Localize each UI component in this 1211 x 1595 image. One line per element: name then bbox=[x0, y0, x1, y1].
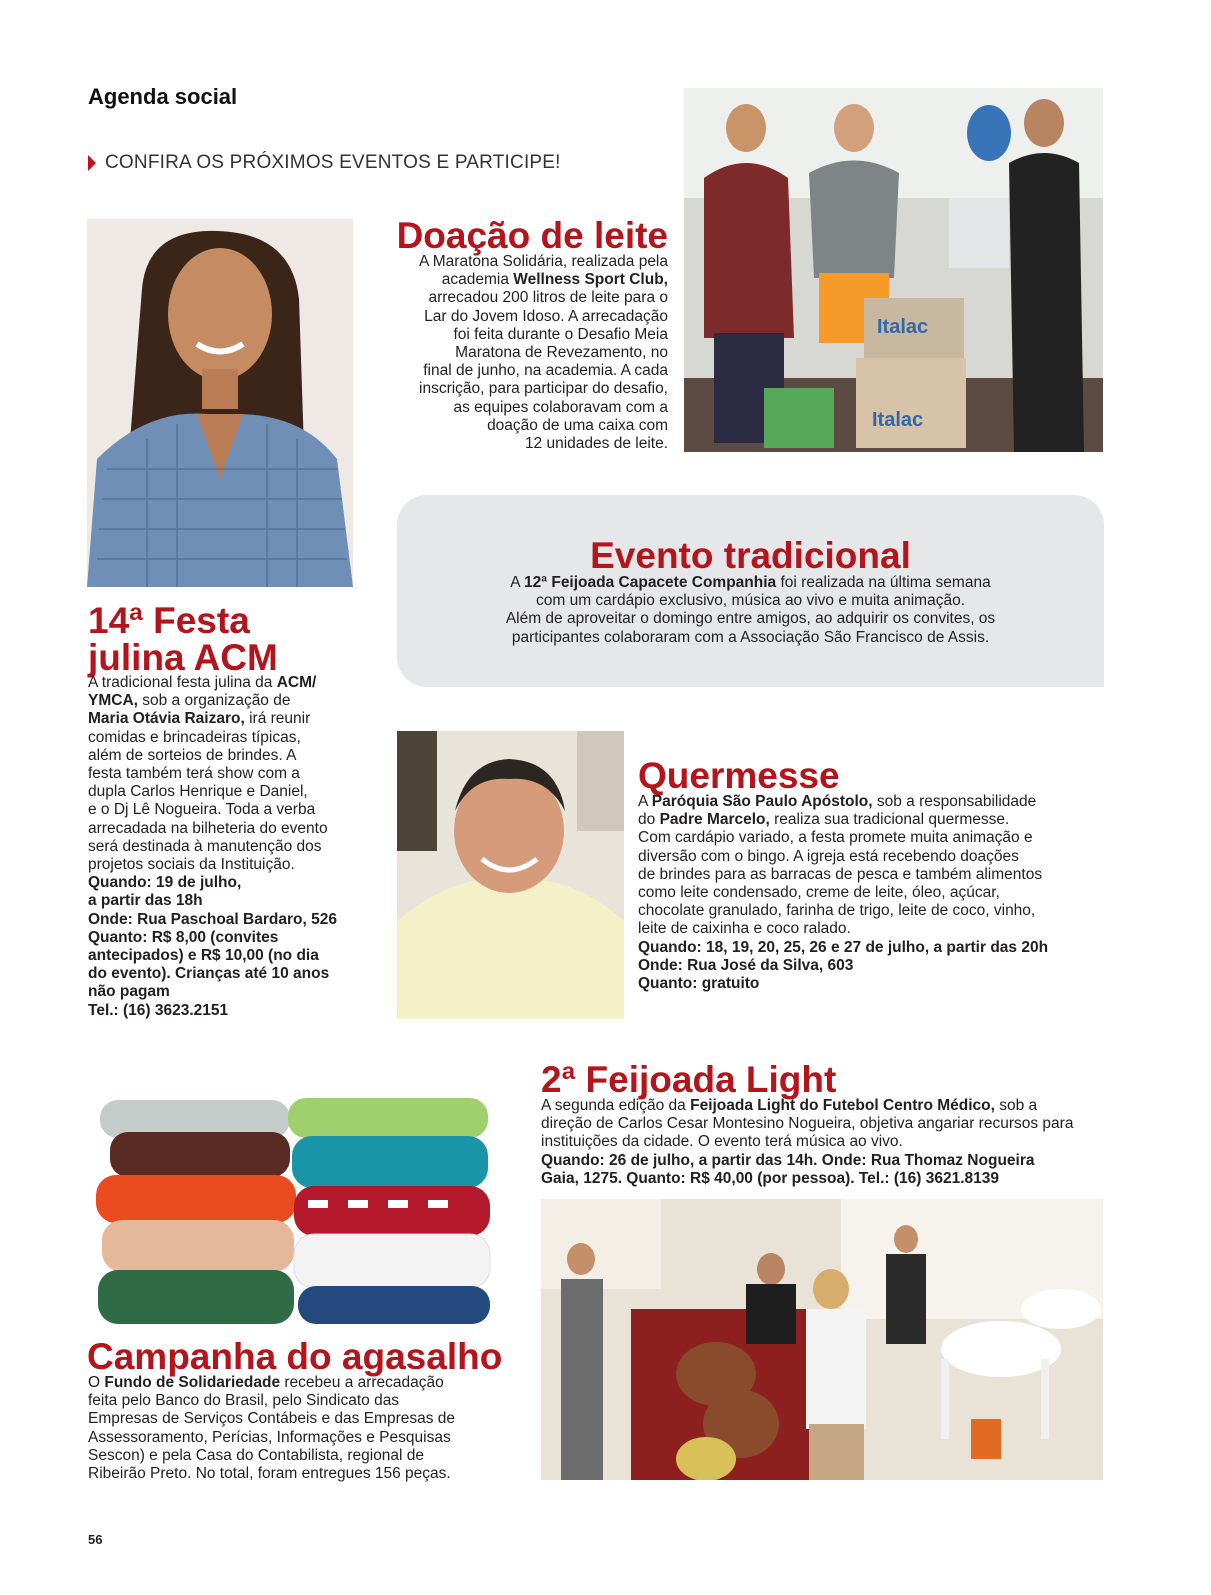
evento-line-1: A 12ª Feijoada Capacete Companhia foi realizada na última semana bbox=[510, 574, 991, 591]
feijoada-line-3: instituições da cidade. O evento terá música ao vivo. bbox=[541, 1133, 903, 1151]
photo-sweaters bbox=[88, 1080, 498, 1324]
festa-line-9: arrecadada na bilheteria do evento bbox=[88, 819, 328, 837]
page-number: 56 bbox=[88, 1532, 103, 1547]
doacao-line-1: A Maratona Solidária, realizada pela bbox=[418, 253, 668, 270]
quermesse-line-7: chocolate granulado, farinha de trigo, leite de coco, vinho, bbox=[638, 902, 1036, 920]
festa-price-1: Quanto: R$ 8,00 (convites bbox=[88, 928, 279, 946]
quermesse-line-5: de brindes para as barracas de pesca e também alimentos bbox=[638, 865, 1043, 883]
agasalho-line-4: Assessoramento, Perícias, Informações e Pesquisas bbox=[88, 1428, 451, 1446]
evento-body bbox=[397, 574, 1104, 647]
agasalho-line-1: O Fundo de Solidariedade recebeu a arrecadação bbox=[88, 1374, 444, 1391]
doacao-line-7: final de junho, na academia. A cada bbox=[423, 362, 668, 380]
kicker-text: CONFIRA OS PRÓXIMOS EVENTOS E PARTICIPE! bbox=[105, 152, 561, 173]
quermesse-price: Quanto: gratuito bbox=[638, 975, 760, 993]
photo-priest-illustration bbox=[397, 731, 624, 1019]
festa-title-line-2: julina ACM bbox=[88, 637, 278, 678]
quermesse-line-1: A Paróquia São Paulo Apóstolo, sob a responsabilidade bbox=[638, 793, 1037, 810]
festa-when: Quando: 19 de julho, bbox=[88, 874, 242, 892]
doacao-line-8: inscrição, para participar do desafio, bbox=[419, 380, 668, 398]
festa-phone: Tel.: (16) 3623.2151 bbox=[88, 1001, 229, 1019]
photo-donation-illustration bbox=[684, 88, 1103, 452]
photo-woman bbox=[87, 219, 353, 587]
festa-body bbox=[88, 674, 358, 1020]
doacao-title: Doação de leite bbox=[396, 215, 668, 256]
quermesse-line-4: diversão com o bingo. A igreja está recebendo doações bbox=[638, 847, 1019, 865]
quermesse-line-2: do Padre Marcelo, realiza sua tradicional quermesse. bbox=[638, 811, 1010, 829]
photo-woman-illustration bbox=[87, 219, 353, 587]
festa-line-6: festa também terá show com a bbox=[88, 765, 300, 783]
doacao-line-6: Maratona de Revezamento, no bbox=[455, 344, 668, 362]
doacao-line-11: 12 unidades de leite. bbox=[524, 435, 668, 453]
photo-priest bbox=[397, 731, 624, 1019]
festa-price-3: do evento). Crianças até 10 anos bbox=[88, 965, 330, 983]
evento-line-2: com um cardápio exclusivo, música ao vivo e muita animação. bbox=[535, 592, 966, 610]
feijoada-body bbox=[541, 1097, 1104, 1188]
quermesse-title: Quermesse bbox=[638, 755, 840, 796]
festa-line-5: além de sorteios de brindes. A bbox=[88, 746, 297, 764]
festa-line-11: projetos sociais da Instituição. bbox=[88, 856, 295, 874]
triangle-bullet-icon bbox=[88, 155, 96, 171]
agasalho-line-2: feita pelo Banco do Brasil, pelo Sindicato das bbox=[88, 1392, 400, 1410]
section-label: Agenda social bbox=[88, 84, 238, 109]
quermesse-when: Quando: 18, 19, 20, 25, 26 e 27 de julho, a partir das 20h bbox=[638, 938, 1049, 956]
feijoada-when-where: Quando: 26 de julho, a partir das 14h. Onde: Rua Thomaz Nogueira bbox=[541, 1151, 1035, 1169]
evento-line-4: participantes colaboraram com a Associação São Francisco de Assis. bbox=[511, 628, 990, 646]
festa-title-line-1: 14ª Festa bbox=[88, 600, 250, 641]
agasalho-line-6: Ribeirão Preto. No total, foram entregues 156 peças. bbox=[88, 1465, 451, 1483]
quermesse-line-3: Com cardápio variado, a festa promete muita animação e bbox=[638, 829, 1033, 847]
doacao-line-5: foi feita durante o Desafio Meia bbox=[453, 325, 668, 343]
quermesse-line-8: leite de caixinha e coco ralado. bbox=[638, 920, 851, 938]
evento-line-3: Além de aproveitar o domingo entre amigos, ao adquirir os convites, os bbox=[505, 610, 996, 628]
quermesse-line-6: como leite condensado, creme de leite, óleo, açúcar, bbox=[638, 884, 1000, 902]
festa-line-8: e o Dj Lê Nogueira. Toda a verba bbox=[88, 801, 316, 819]
festa-title bbox=[88, 602, 278, 676]
festa-line-3: Maria Otávia Raizaro, irá reunir bbox=[88, 710, 311, 728]
quermesse-body bbox=[638, 793, 1104, 993]
photo-feijoada-event bbox=[541, 1199, 1103, 1480]
agasalho-line-5: Sescon) e pela Casa do Contabilista, regional de bbox=[88, 1446, 425, 1464]
festa-line-7: dupla Carlos Henrique e Daniel, bbox=[88, 783, 308, 801]
feijoada-line-2: direção de Carlos Cesar Montesino Nogueira, objetiva angariar recursos para bbox=[541, 1115, 1074, 1133]
doacao-line-2: academia Wellness Sport Club, bbox=[441, 271, 668, 289]
doacao-body bbox=[380, 253, 668, 453]
festa-line-4: comidas e brincadeiras típicas, bbox=[88, 728, 301, 746]
doacao-line-10: doação de uma caixa com bbox=[487, 416, 668, 434]
festa-line-1: A tradicional festa julina da ACM/ bbox=[88, 674, 317, 691]
photo-milk-donation bbox=[684, 88, 1103, 452]
photo-feijoada-illustration bbox=[541, 1199, 1103, 1480]
agasalho-body bbox=[88, 1374, 498, 1483]
doacao-line-4: Lar do Jovem Idoso. A arrecadação bbox=[424, 307, 668, 325]
photo-sweaters-illustration bbox=[88, 1080, 498, 1324]
festa-when-time: a partir das 18h bbox=[88, 892, 203, 910]
festa-line-10: será destinada à manutenção dos bbox=[88, 837, 322, 855]
agasalho-title: Campanha do agasalho bbox=[87, 1336, 503, 1377]
festa-line-2: YMCA, sob a organização de bbox=[88, 692, 291, 710]
kicker bbox=[88, 152, 561, 174]
festa-price-2: antecipados) e R$ 10,00 (no dia bbox=[88, 947, 319, 965]
svg-text:Italac: Italac bbox=[872, 409, 924, 431]
agasalho-line-3: Empresas de Serviços Contábeis e das Empresas de bbox=[88, 1410, 456, 1428]
quermesse-where: Onde: Rua José da Silva, 603 bbox=[638, 956, 854, 974]
festa-where: Onde: Rua Paschoal Bardaro, 526 bbox=[88, 910, 337, 928]
feijoada-line-1: A segunda edição da Feijoada Light do Futebol Centro Médico, sob a bbox=[541, 1097, 1038, 1114]
festa-price-4: não pagam bbox=[88, 983, 170, 1001]
feijoada-title: 2ª Feijoada Light bbox=[541, 1059, 837, 1100]
svg-text:Italac: Italac bbox=[877, 316, 929, 338]
doacao-line-9: as equipes colaboravam com a bbox=[453, 398, 668, 416]
feijoada-price-phone: Gaia, 1275. Quanto: R$ 40,00 (por pessoa). Tel.: (16) 3621.8139 bbox=[541, 1169, 1000, 1187]
doacao-line-3: arrecadou 200 litros de leite para o bbox=[428, 289, 668, 307]
evento-title: Evento tradicional bbox=[590, 535, 911, 576]
